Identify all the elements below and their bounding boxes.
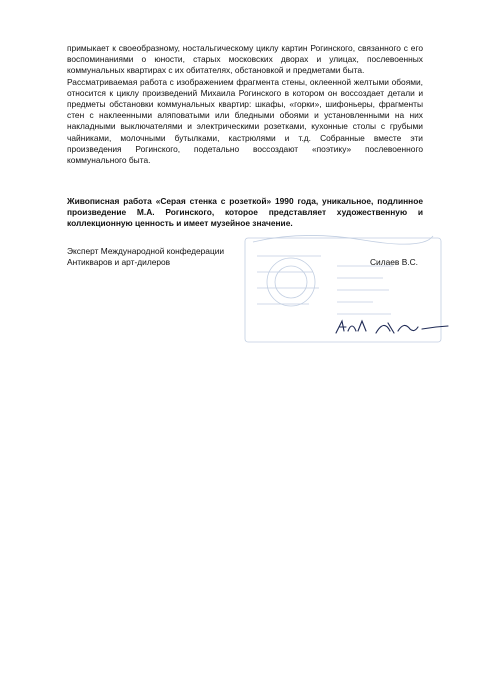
verdict-paragraph: Живописная работа «Серая стенка с розеткой» 1990 года, уникальное, подлинное произведение М.А. Рогинского, которое представляет художественную и коллекционную ценность и имеет музейное значение. — [67, 196, 423, 229]
expert-credentials — [67, 246, 267, 268]
paragraph-2: Рассматриваемая работа с изображением фрагмента стены, оклеенной желтыми обоями, относится к циклу произведений Михаила Рогинского в котором он воссоздает детали и предметы обстановки коммунальных квартир: шкафы, «горки», шифоньеры, фрагменты стен с наклеенными аляповатыми или бледными обоями и установленными на них накладными выключателями и электрическими розетками, кухонные столы с грубыми чайниками, молочными бутылками, кастрюлями и т.д. Собранные вместе эти произведения Рогинского, подетально воссоздают «поэтику» послевоенного коммунального быта. — [67, 76, 423, 166]
signer-name: Силаев В.С. — [370, 257, 418, 267]
expert-line-1: Эксперт Международной конфедерации — [67, 246, 225, 256]
paragraph-1: примыкает к своеобразному, ностальгическому циклу картин Рогинского, связанного с его воспоминаниями о юности, старых московских дворах и улицах, послевоенных коммунальных квартирах с их обитателях, обстановкой и предметами быта. — [67, 43, 423, 76]
body-text — [67, 43, 423, 166]
expert-line-2: Антикваров и арт-дилеров — [67, 257, 171, 268]
handwritten-signature — [332, 313, 452, 339]
